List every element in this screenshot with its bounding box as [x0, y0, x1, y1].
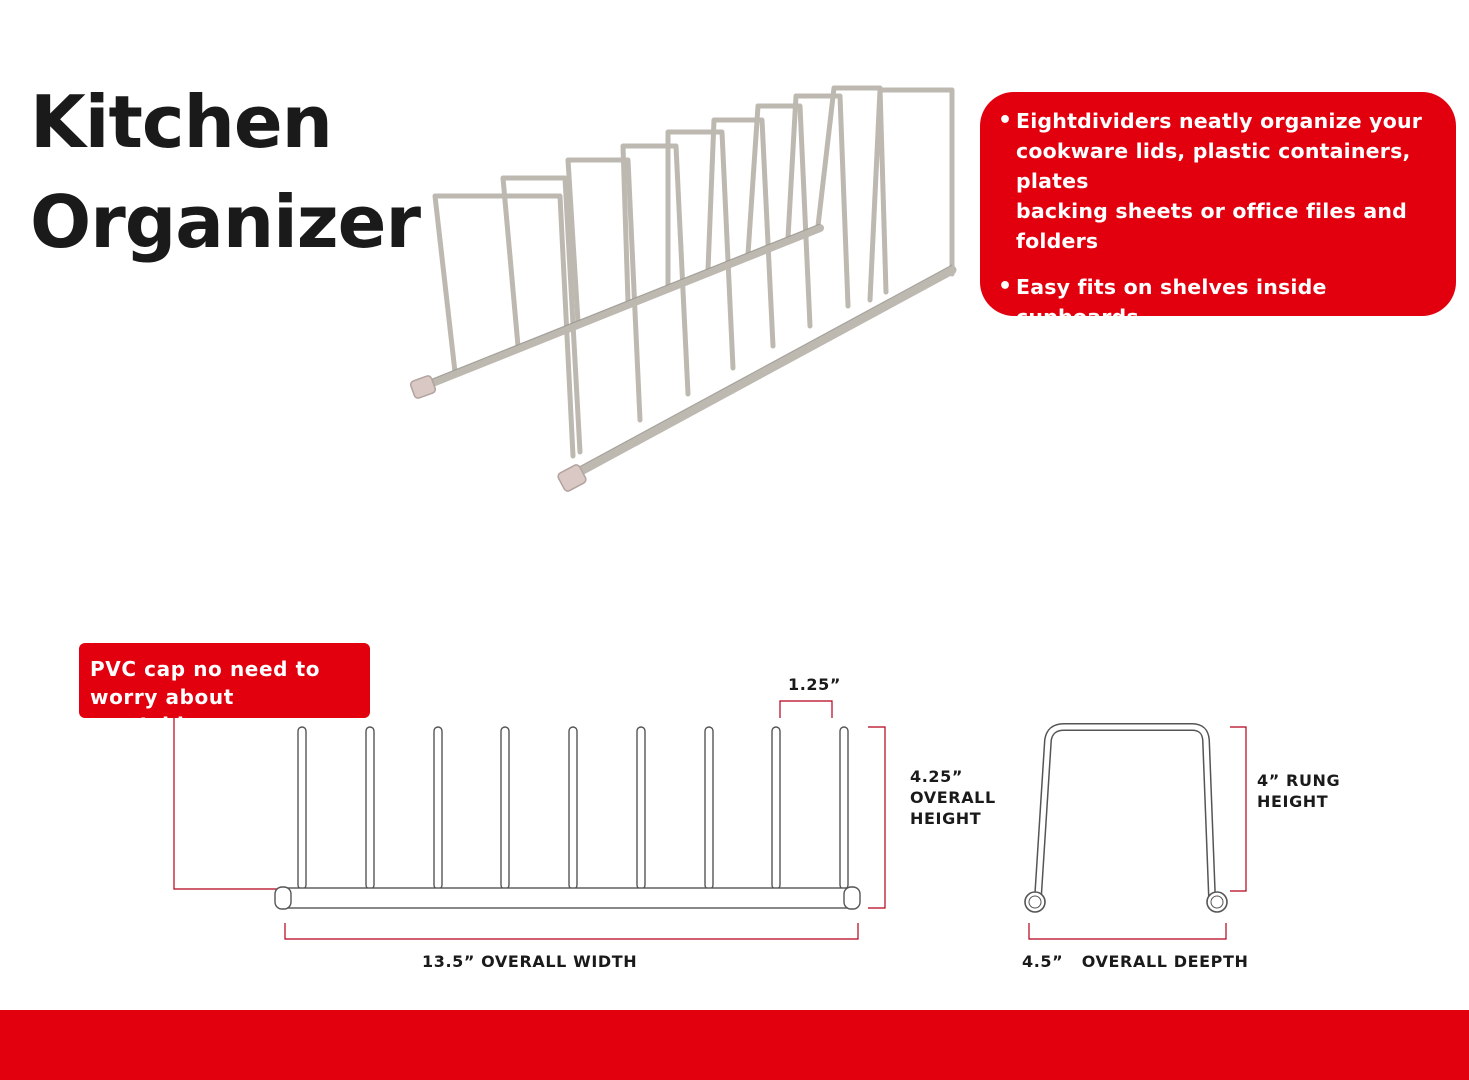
callout-line-1: PVC cap no need to: [90, 657, 321, 681]
feature-text: • Easy fits on shelves inside cupboards: [1016, 275, 1327, 329]
overall-height-line: 4.25”: [910, 767, 963, 786]
rung-height-line: 4” RUNG: [1257, 771, 1341, 790]
feature-text: backing sheets or office files and folders: [1016, 199, 1408, 253]
feature-text: cookware lids, plastic containers, plates: [1016, 139, 1411, 193]
bottom-accent-band: [0, 1010, 1469, 1080]
feature-text: • Sturdy steel construction.: [1016, 351, 1323, 375]
callout-line-2: worry about scratching: [90, 685, 234, 737]
overall-height-label: [910, 766, 996, 829]
title-line-2: Organizer: [30, 180, 421, 264]
title-line-1: Kitchen: [30, 80, 332, 164]
spacing-label: 1.25”: [788, 675, 841, 694]
rung-height-line: HEIGHT: [1257, 792, 1329, 811]
callout-leader-line: [174, 718, 282, 889]
overall-depth-label: 4.5” OVERALL DEEPTH: [1022, 952, 1249, 971]
overall-width-label: 13.5” OVERALL WIDTH: [422, 952, 638, 971]
feature-text: • Eightdividers neatly organize your: [1016, 109, 1423, 133]
rung-height-label: [1257, 770, 1340, 812]
overall-height-line: HEIGHT: [910, 809, 982, 828]
overall-height-line: OVERALL: [910, 788, 996, 807]
